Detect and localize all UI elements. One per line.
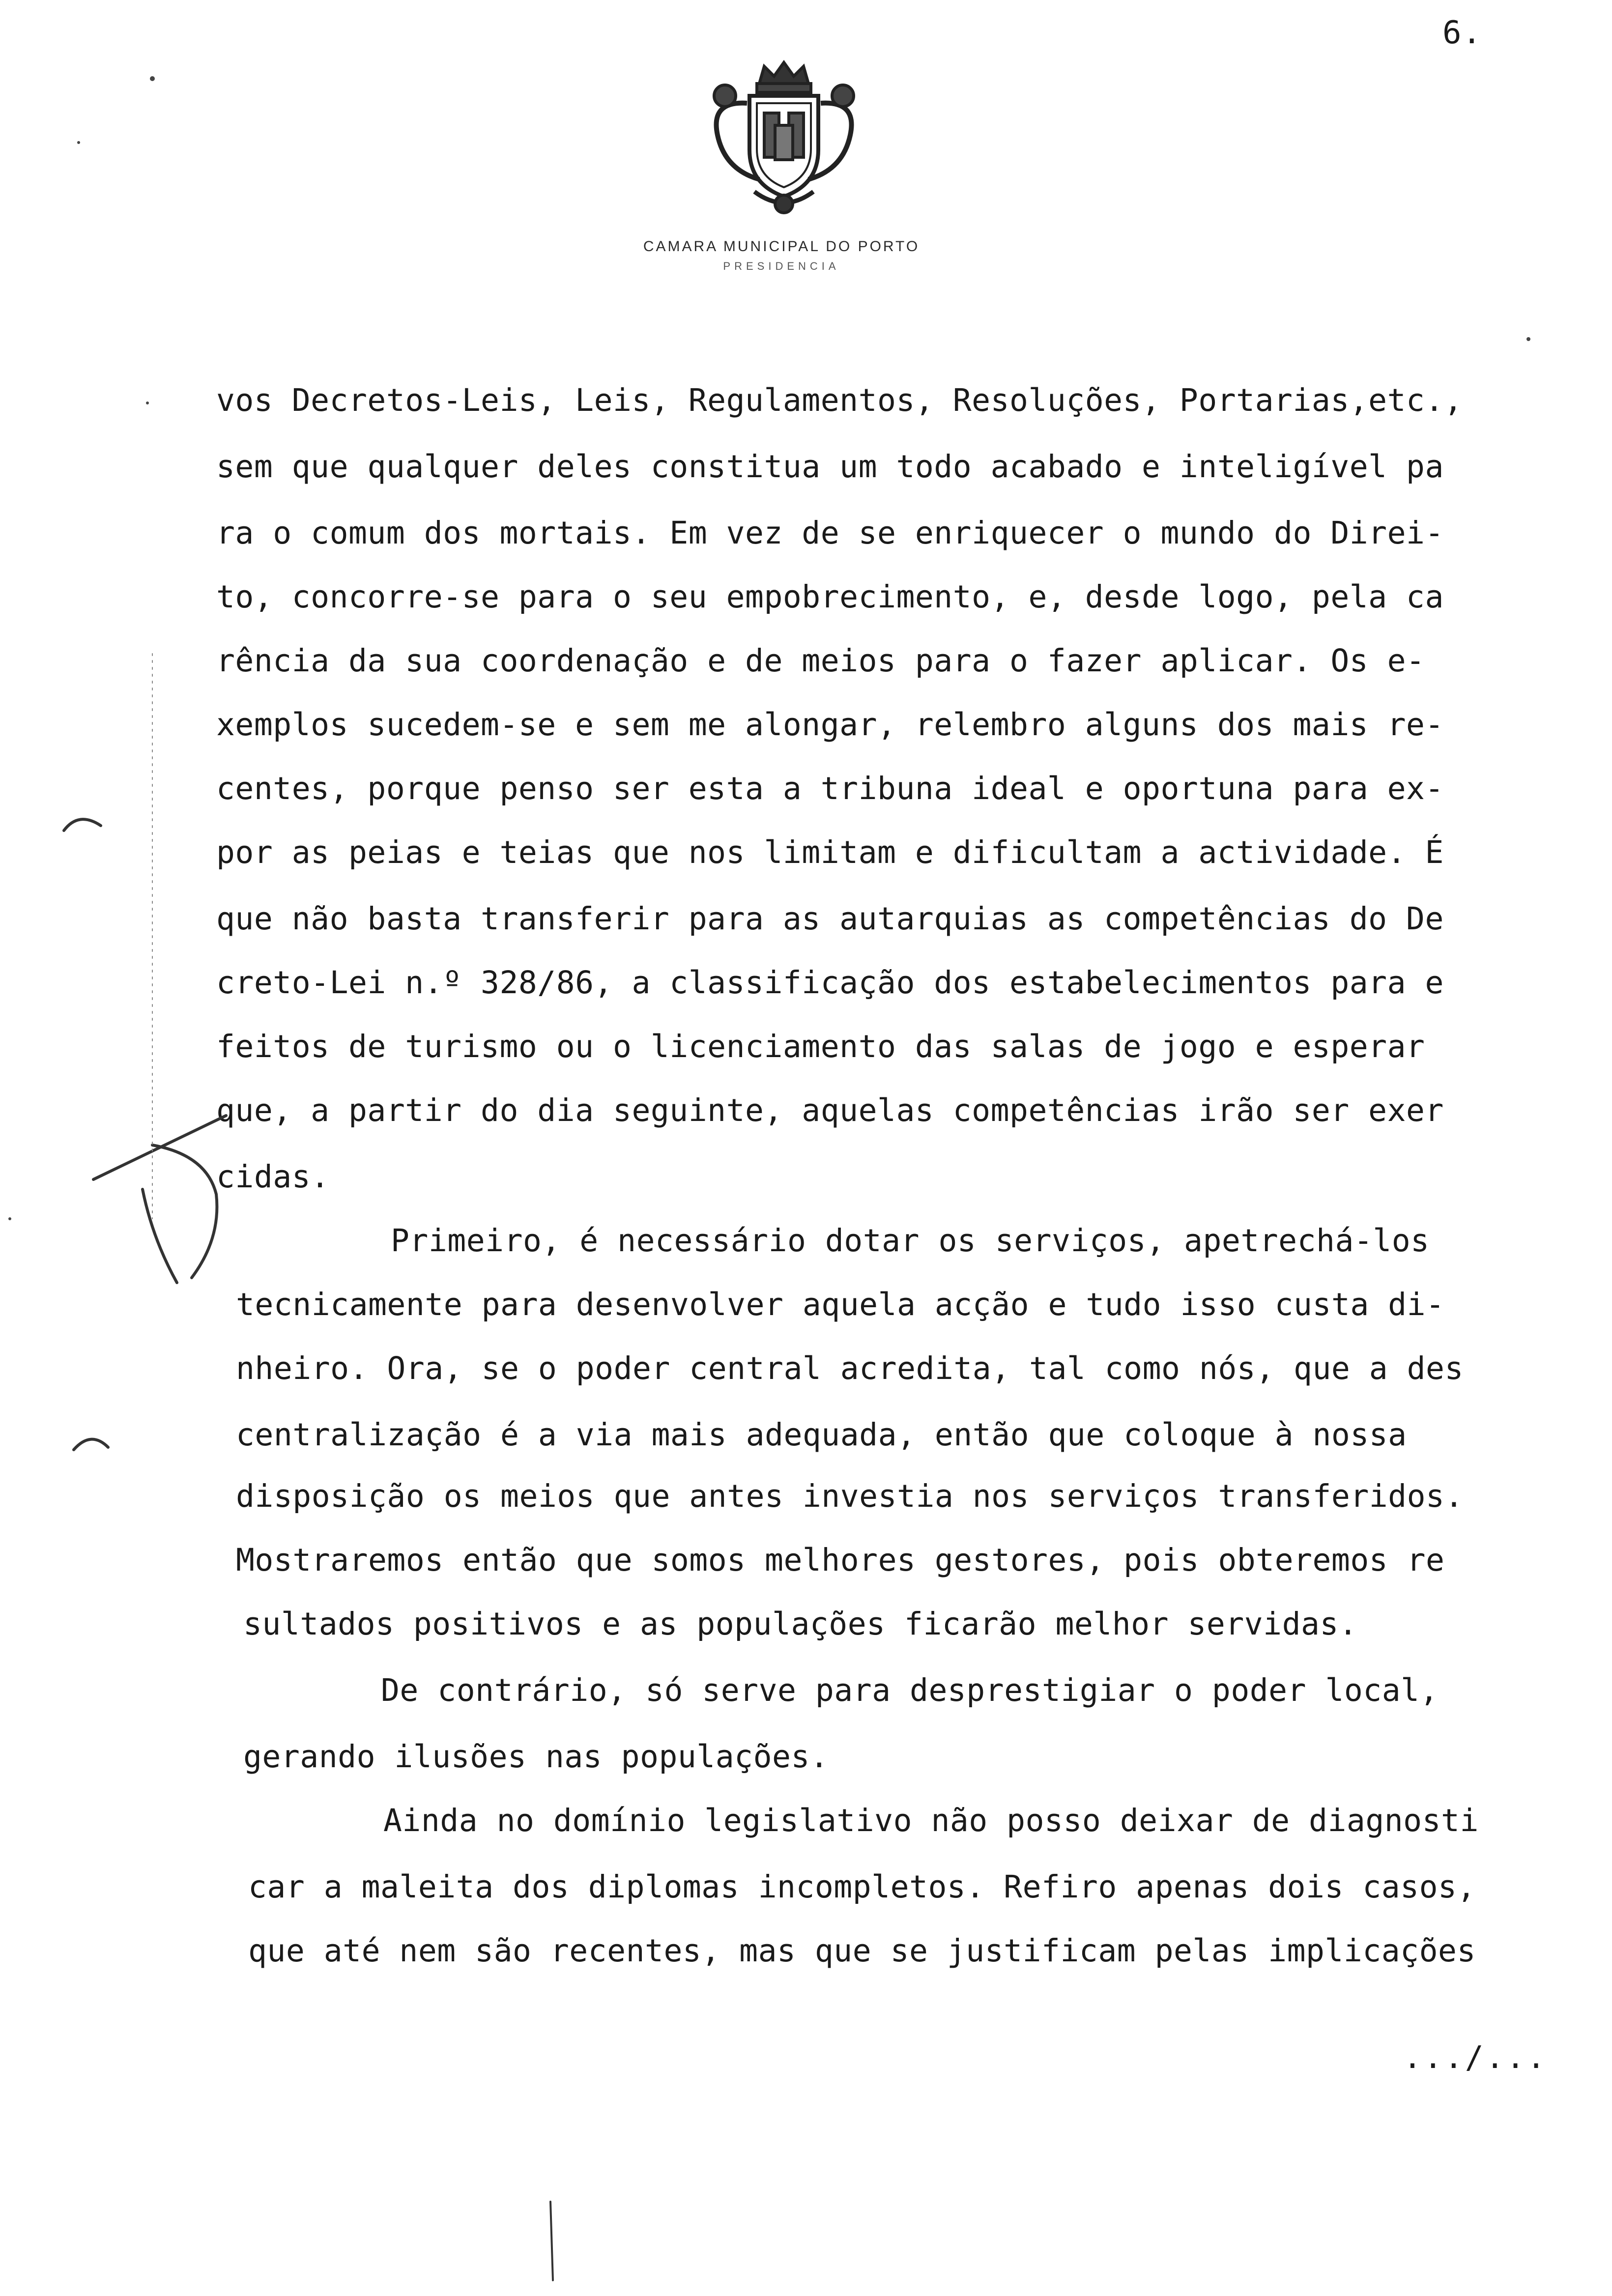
- body-line: cidas.: [216, 1159, 330, 1195]
- body-line: Primeiro, é necessário dotar os serviços, apetrechá-los: [391, 1223, 1430, 1259]
- body-line: xemplos sucedem-se e sem me alongar, relembro alguns dos mais re-: [216, 707, 1444, 743]
- body-line: feitos de turismo ou o licenciamento das salas de jogo e esperar: [216, 1029, 1425, 1064]
- body-line: De contrário, só serve para desprestigiar o poder local,: [381, 1672, 1439, 1708]
- letterhead-title: CAMARA MUNICIPAL DO PORTO: [643, 238, 920, 255]
- body-line: gerando ilusões nas populações.: [243, 1739, 829, 1775]
- body-line: sultados positivos e as populações ficarão melhor servidas.: [243, 1606, 1358, 1642]
- body-line: rência da sua coordenação e de meios para o fazer aplicar. Os e-: [216, 643, 1425, 679]
- body-line: centes, porque penso ser esta a tribuna ideal e oportuna para ex-: [216, 771, 1444, 806]
- body-line: que não basta transferir para as autarquias as competências do De: [216, 901, 1444, 937]
- page-number: 6.: [1442, 15, 1483, 51]
- body-line: Ainda no domínio legislativo não posso deixar de diagnosti: [383, 1803, 1479, 1838]
- body-line: car a maleita dos diplomas incompletos. Refiro apenas dois casos,: [248, 1869, 1476, 1905]
- body-line: que até nem são recentes, mas que se justificam pelas implicações: [248, 1933, 1476, 1969]
- body-line: que, a partir do dia seguinte, aquelas competências irão ser exer: [216, 1092, 1444, 1128]
- body-line: creto-Lei n.º 328/86, a classificação dos estabelecimentos para e: [216, 965, 1444, 1001]
- body-line: tecnicamente para desenvolver aquela acção e tudo isso custa di-: [236, 1287, 1445, 1322]
- body-line: por as peias e teias que nos limitam e dificultam a actividade. É: [216, 834, 1444, 870]
- body-line: centralização é a via mais adequada, então que coloque à nossa: [236, 1417, 1407, 1453]
- letterhead-subtitle: PRESIDENCIA: [723, 260, 840, 272]
- body-line: to, concorre-se para o seu empobrecimento, e, desde logo, pela ca: [216, 579, 1444, 615]
- body-line: Mostraremos então que somos melhores gestores, pois obteremos re: [236, 1542, 1445, 1578]
- body-line: ra o comum dos mortais. Em vez de se enriquecer o mundo do Direi-: [216, 515, 1444, 551]
- continuation-mark: .../...: [1403, 2039, 1548, 2075]
- body-line: sem que qualquer deles constitua um todo acabado e inteligível pa: [216, 449, 1444, 485]
- body-line: vos Decretos-Leis, Leis, Regulamentos, Resoluções, Portarias,etc.,: [216, 382, 1463, 418]
- body-line: nheiro. Ora, se o poder central acredita, tal como nós, que a des: [236, 1350, 1464, 1386]
- body-line: disposição os meios que antes investia nos serviços transferidos.: [236, 1478, 1464, 1514]
